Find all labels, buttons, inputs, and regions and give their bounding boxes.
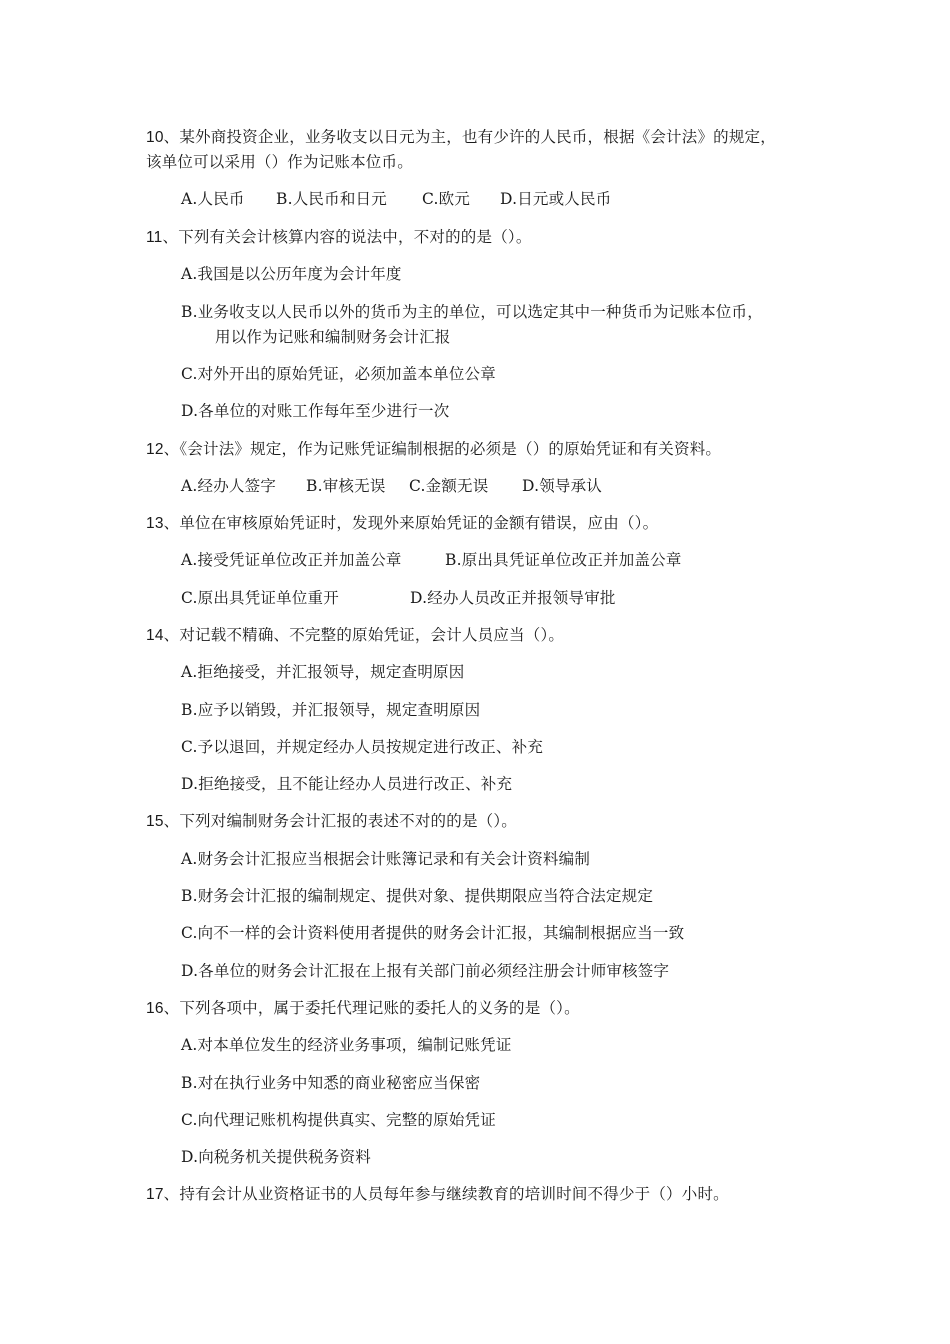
question-14-option-a: A.拒绝接受，并汇报领导，规定查明原因 xyxy=(181,663,465,681)
question-15-option-b: B.财务会计汇报的编制规定、提供对象、提供期限应当符合法定规定 xyxy=(181,887,654,905)
question-number: 10、 xyxy=(146,129,180,146)
question-10-option-a: A.人民币 xyxy=(181,190,245,208)
question-13-option-c: C.原出具凭证单位重开 xyxy=(181,589,339,607)
question-14-stem xyxy=(146,625,564,646)
question-11-option-a: A.我国是以公历年度为会计年度 xyxy=(181,265,402,283)
question-11-stem xyxy=(146,227,532,248)
question-15-option-c: C.向不一样的会计资料使用者提供的财务会计汇报，其编制根据应当一致 xyxy=(181,924,685,942)
question-16-option-c: C.向代理记账机构提供真实、完整的原始凭证 xyxy=(181,1111,496,1129)
question-16-option-d: D.向税务机关提供税务资料 xyxy=(181,1148,371,1166)
question-12-stem xyxy=(146,439,721,460)
question-text: 某外商投资企业，业务收支以日元为主，也有少许的人民币，根据《会计法》的规定， xyxy=(179,128,776,146)
question-13-option-a: A.接受凭证单位改正并加盖公章 xyxy=(181,551,402,569)
question-text: 下列各项中，属于委托代理记账的委托人的义务的是（）。 xyxy=(179,999,580,1017)
question-14-option-c: C.予以退回，并规定经办人员按规定进行改正、补充 xyxy=(181,738,544,756)
question-text: 对记载不精确、不完整的原始凭证，会计人员应当（）。 xyxy=(179,626,565,644)
question-15-option-d: D.各单位的财务会计汇报在上报有关部门前必须经注册会计师审核签字 xyxy=(181,962,670,980)
question-10-option-c: C.欧元 xyxy=(422,190,471,208)
question-16-option-b: B.对在执行业务中知悉的商业秘密应当保密 xyxy=(181,1074,481,1092)
question-number: 17、 xyxy=(146,1186,180,1203)
question-11-option-d: D.各单位的对账工作每年至少进行一次 xyxy=(181,402,450,420)
question-number: 14、 xyxy=(146,627,180,644)
question-17-stem xyxy=(146,1184,729,1205)
question-13-option-b: B.原出具凭证单位改正并加盖公章 xyxy=(445,551,682,569)
question-10-stem-line-1 xyxy=(146,127,776,148)
question-text: 单位在审核原始凭证时，发现外来原始凭证的金额有错误，应由（）。 xyxy=(179,514,659,532)
question-number: 12、 xyxy=(146,441,180,458)
question-number: 15、 xyxy=(146,813,180,830)
question-text: 持有会计从业资格证书的人员每年参与继续教育的培训时间不得少于（）小时。 xyxy=(179,1185,729,1203)
question-13-stem xyxy=(146,513,658,534)
question-12-option-a: A.经办人签字 xyxy=(181,477,277,495)
question-15-stem xyxy=(146,811,517,832)
question-11-option-b-continued: 用以作为记账和编制财务会计汇报 xyxy=(215,328,451,346)
question-number: 11、 xyxy=(146,229,179,246)
question-14-option-d: D.拒绝接受，且不能让经办人员进行改正、补充 xyxy=(181,775,513,793)
question-11-option-c: C.对外开出的原始凭证，必须加盖本单位公章 xyxy=(181,365,496,383)
question-12-option-b: B.审核无误 xyxy=(306,477,386,495)
question-14-option-b: B.应予以销毁，并汇报领导，规定查明原因 xyxy=(181,701,481,719)
question-10-option-d: D.日元或人民币 xyxy=(500,190,612,208)
question-11-option-b: B.业务收支以人民币以外的货币为主的单位，可以选定其中一种货币为记账本位币， xyxy=(181,303,763,321)
question-13-option-d: D.经办人员改正并报领导审批 xyxy=(410,589,616,607)
question-number: 16、 xyxy=(146,1000,180,1017)
question-text: 《会计法》规定，作为记账凭证编制根据的必须是（）的原始凭证和有关资料。 xyxy=(179,440,722,458)
question-text: 下列有关会计核算内容的说法中，不对的的是（）。 xyxy=(178,228,532,246)
question-12-option-d: D.领导承认 xyxy=(522,477,603,495)
question-10-stem-line-2: 该单位可以采用（）作为记账本位币。 xyxy=(146,153,413,171)
question-number: 13、 xyxy=(146,515,180,532)
question-10-option-b: B.人民币和日元 xyxy=(276,190,387,208)
question-15-option-a: A.财务会计汇报应当根据会计账簿记录和有关会计资料编制 xyxy=(181,850,591,868)
question-12-option-c: C.金额无误 xyxy=(409,477,489,495)
question-text: 下列对编制财务会计汇报的表述不对的的是（）。 xyxy=(179,812,517,830)
question-16-stem xyxy=(146,998,580,1019)
question-16-option-a: A.对本单位发生的经济业务事项，编制记账凭证 xyxy=(181,1036,512,1054)
